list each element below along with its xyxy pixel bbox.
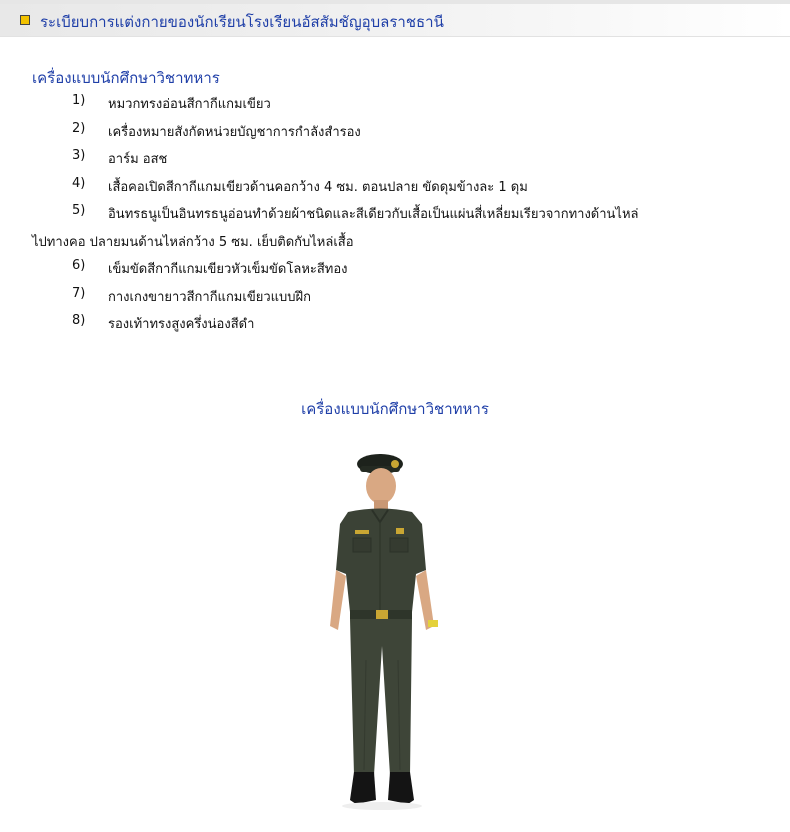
item-number: 2) [72, 120, 86, 136]
item-number: 5) [72, 203, 86, 218]
section-heading: เครื่องแบบนักศึกษาวิชาทหาร [32, 69, 220, 87]
item-text: กางเกงขายาวสีกากีแกมเขียวแบบฝึก [108, 289, 311, 305]
item-number: 7) [72, 285, 86, 301]
belt-buckle [376, 610, 388, 619]
item-number: 6) [72, 258, 86, 273]
list-item [0, 121, 790, 149]
name-tag [355, 530, 369, 534]
item-text-continued: ไปทางคอ ปลายมนด้านไหล่กว้าง 5 ซม. เย็บติดกับไหล่เสื้อ [32, 235, 354, 250]
item-text: รองเท้าทรงสูงครึ่งน่องสีดำ [108, 317, 255, 332]
uniform-photo [300, 450, 470, 820]
uniform-item-list [0, 93, 790, 341]
list-item [0, 313, 790, 341]
item-number: 4) [72, 175, 86, 191]
page-title: ระเบียบการแต่งกายของนักเรียนโรงเรียนอัสสัมชัญอุบลราชธานี [40, 13, 444, 31]
trousers [350, 619, 412, 775]
list-item [0, 286, 790, 314]
list-item [0, 176, 790, 204]
list-item [0, 93, 790, 121]
page-header-bar [0, 4, 790, 37]
shirt [336, 509, 426, 613]
item-number: 1) [72, 93, 86, 108]
square-bullet-icon [20, 15, 30, 25]
item-text: อินทรธนูเป็นอินทรธนูอ่อนทำด้วยผ้าชนิดและสีเดียวกับเสื้อเป็นแผ่นสี่เหลี่ยมเรียวจากทางด้านไหล่ [108, 207, 639, 222]
item-number: 3) [72, 148, 86, 163]
item-number: 8) [72, 313, 86, 328]
beret-badge [391, 460, 399, 468]
watch [428, 620, 438, 627]
item-text: อาร์ม อสช [108, 152, 168, 167]
list-item [0, 258, 790, 286]
chest-badge [396, 528, 404, 534]
item-text: เข็มขัดสีกากีแกมเขียวหัวเข็มขัดโลหะสีทอง [108, 262, 348, 277]
item-text: เครื่องหมายสังกัดหน่วยบัญชาการกำลังสำรอง [108, 124, 361, 140]
figure-caption: เครื่องแบบนักศึกษาวิชาทหาร [301, 400, 489, 418]
left-boot [350, 772, 376, 804]
item-text: หมวกทรงอ่อนสีกากีแกมเขียว [108, 97, 271, 112]
right-boot [388, 772, 414, 804]
list-item [0, 203, 790, 258]
list-item [0, 148, 790, 176]
item-text: เสื้อคอเปิดสีกากีแกมเขียวด้านคอกว้าง 4 ซม. ตอนปลาย ขัดดุมข้างละ 1 ดุม [108, 179, 528, 195]
face [366, 468, 396, 504]
